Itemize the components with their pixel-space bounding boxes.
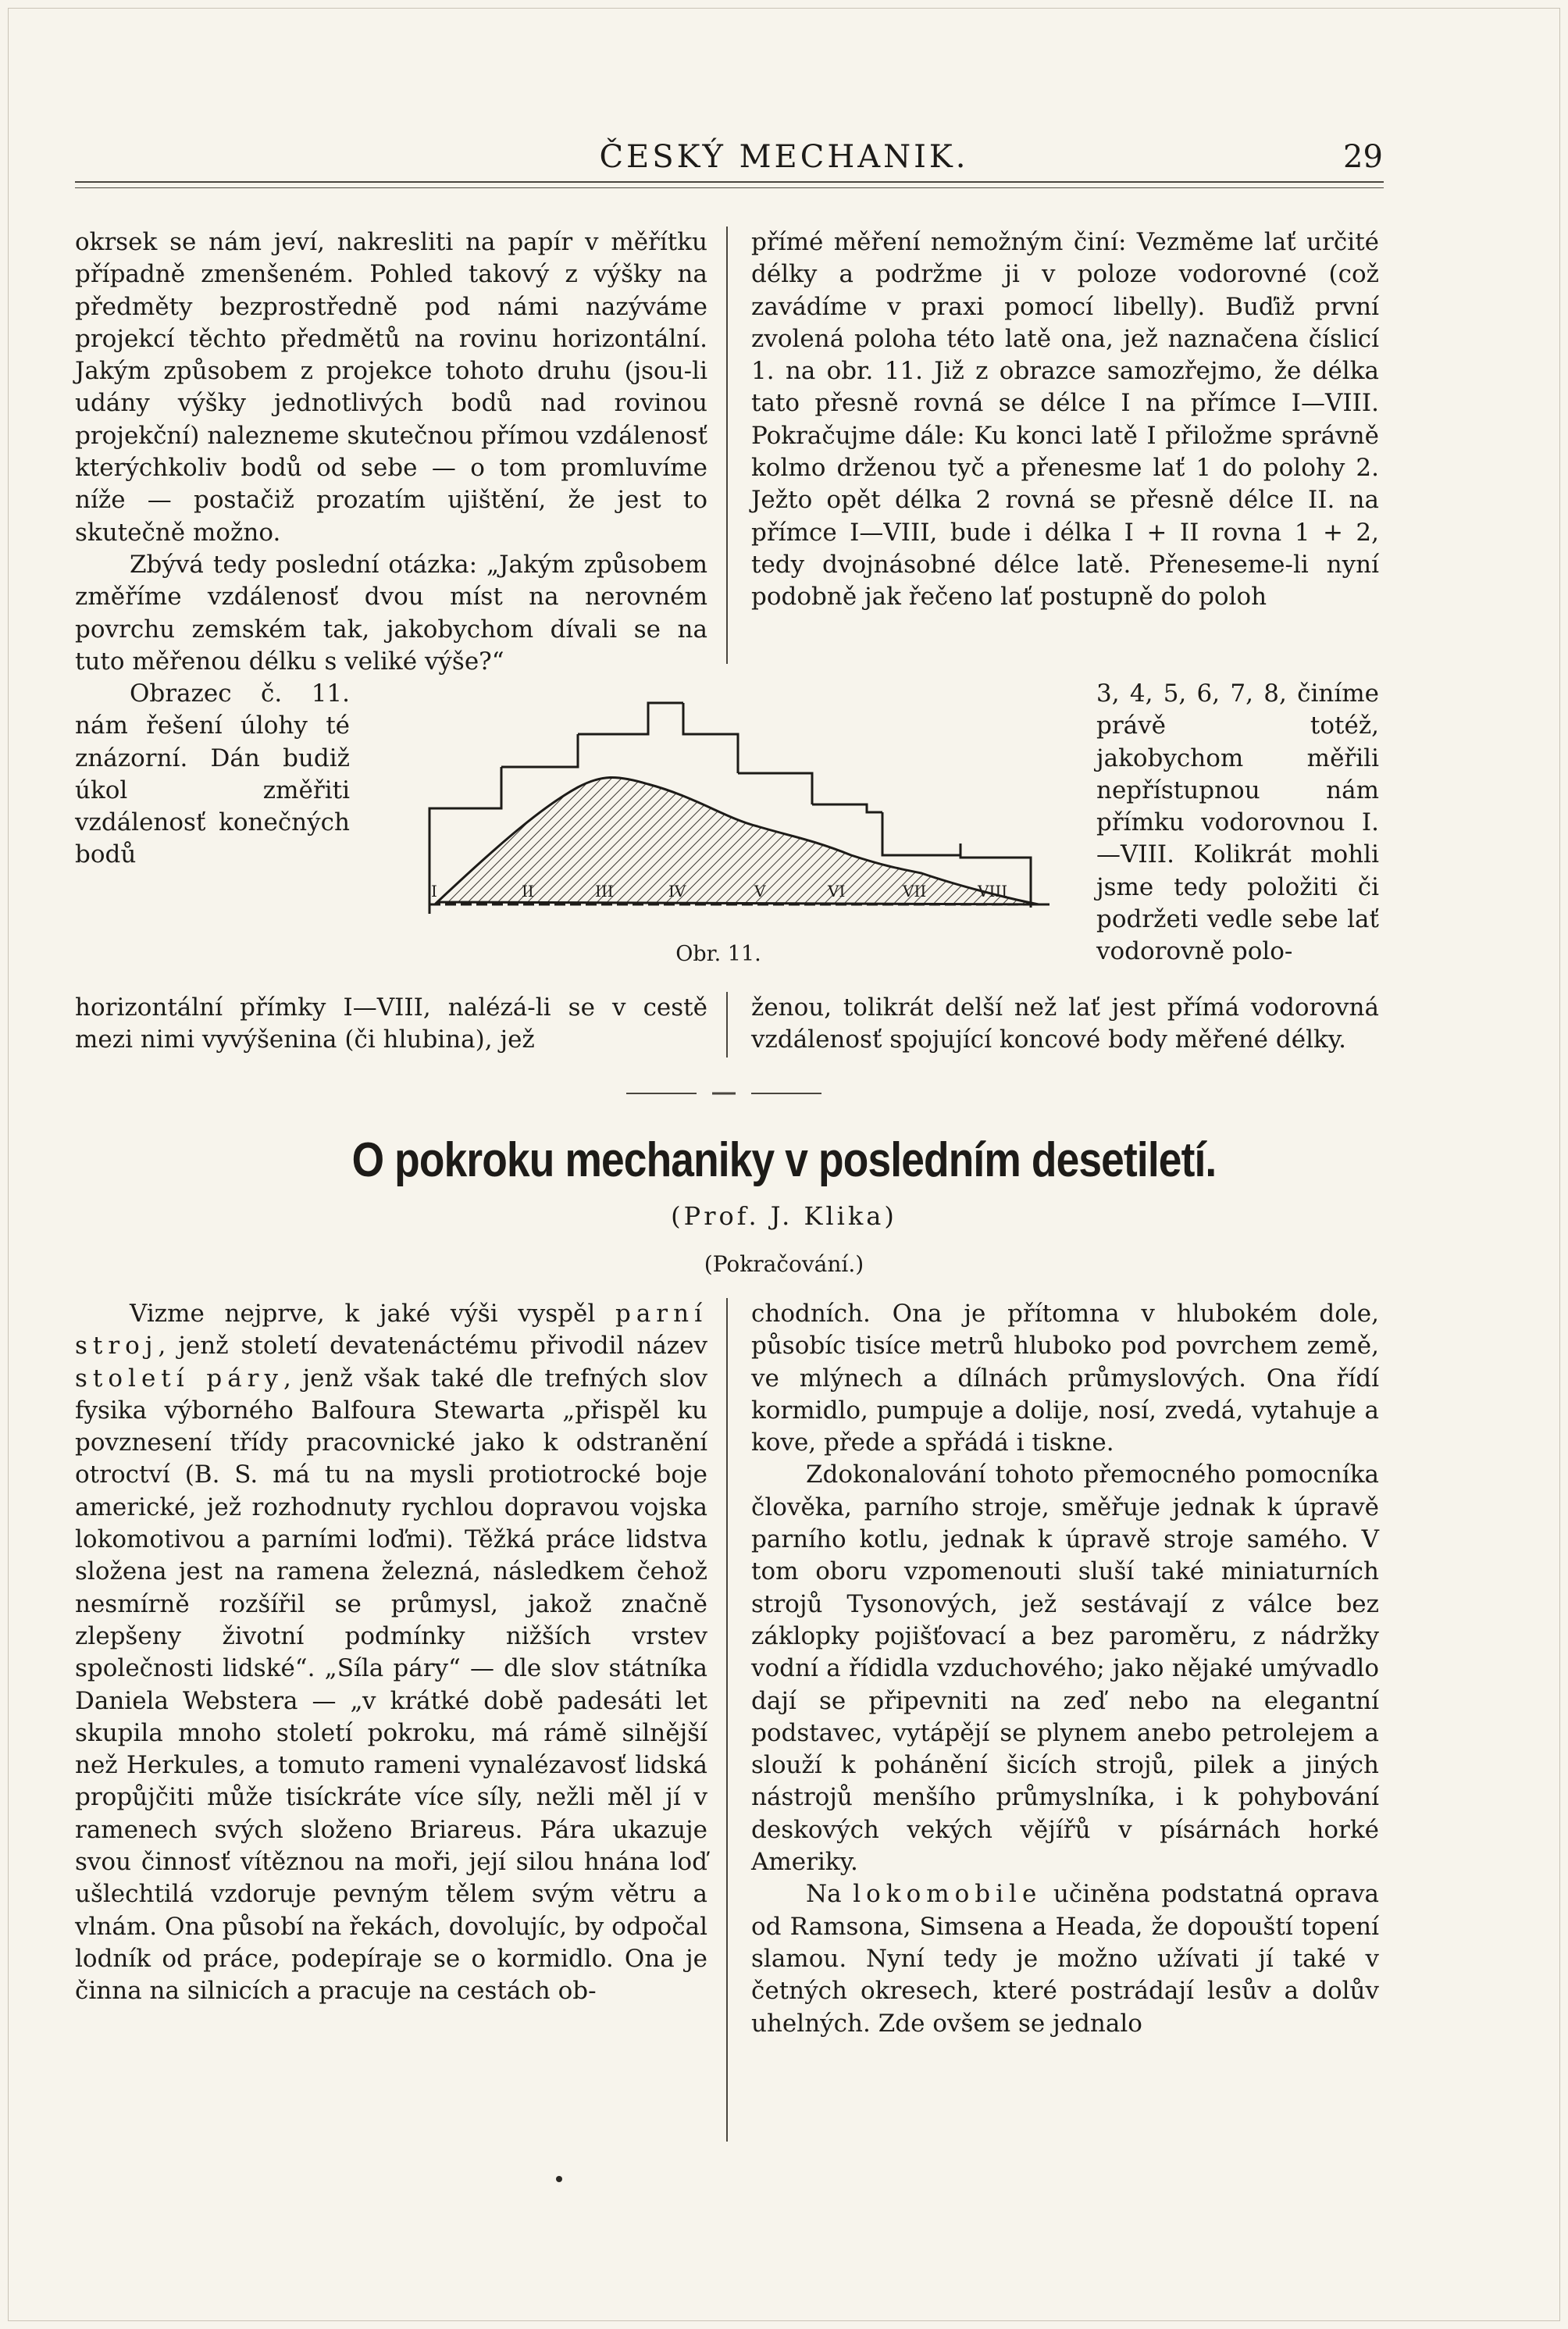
figure-11-diagram (414, 687, 1093, 922)
paragraph: Zdokonalování tohoto přemocného pomocníka člověka, parního stroje, směřuje jednak k úpravě parního kotlu, jednak k úpravě stroje samého. V tom oboru vzpomenouti sluší také miniaturních strojů Tysonových, jež sestávají z válce bez záklopky pojišťovací a bez paroměru, z nádržky vodní a řídidla vzduchového; jako nějaké umývadlo dají se připevniti na zeď nebo na elegantní podstavec, vytápějí se plynem anebo petrolejem a slouží k pohánění šicích strojů, pilek a jiných nástrojů menšího průmyslníka, i k pohybování deskových vekých vějířů v písárnách horké Ameriky. (751, 1461, 1379, 1877)
column-separator (726, 1298, 728, 2142)
page-number: 29 (1343, 139, 1383, 175)
article-left-column (75, 1298, 707, 2008)
label-VI: VI (828, 882, 846, 901)
emphasis-stoleti-pary: století páry (75, 1364, 284, 1393)
column-separator (726, 992, 728, 1058)
paragraph: Zbývá tedy poslední otázka: „Jakým způsobem změříme vzdálenosť dvou míst na nerovném povrchu zemském tak, jakobychom dívali se na tuto měřenou délku s veliké výše?“ (75, 550, 707, 676)
paragraph: ženou, tolikrát delší než lať jest přímá vodorovná vzdálenosť spojující koncové body měřené délky. (751, 993, 1379, 1054)
paragraph: Obrazec č. 11. nám řešení úlohy té znázorní. Dán budiž úkol změřiti vzdálenosť konečných bodů (75, 679, 350, 869)
top-right-bottom-text (751, 992, 1379, 1057)
continuation-note: (Pokračování.) (704, 1251, 864, 1277)
label-V: V (754, 882, 766, 901)
label-IV: IV (668, 882, 686, 901)
section-divider (626, 1092, 821, 1095)
paragraph: chodních. Ona je přítomna v hlubokém dole, působíc tisíce metrů hluboko pod povrchem země, ve mlýnech a dílnách průmyslových. Ona řídí kormidlo, pumpuje a dolije, nosí, zvedá, vytahuje a kove, přede a spřádá i tiskne. (751, 1300, 1379, 1457)
paragraph: okrsek se nám jeví, nakresliti na papír v měřítku případně zmenšeném. Pohled takový z výšky na předměty bezprostředně pod námi nazýváme projekcí těchto předmětů na rovinu horizontální. Jakým způsobem z projekce tohoto druhu (jsou-li udány výšky jednotlivých bodů nad rovinou projekční) nalezneme skutečnou přímou vzdálenosť kterýchkoliv bodů od sebe — o tom promluvíme níže — postačiž prozatím ujištění, že jest to skutečně možno. (75, 228, 707, 547)
text-run: učiněna podstatná oprava od Ramsona, Simsena a Heada, že dopouští topení slamou. Nyní tedy je možno užívati jí také v četných okresech, které postrádají lesův a dolův uhelných. Zde ovšem se jednalo (751, 1880, 1379, 2038)
paragraph (751, 1878, 1379, 2039)
paragraph (75, 1298, 707, 2008)
figure-caption: Obr. 11. (675, 942, 761, 966)
label-VII: VII (903, 882, 927, 901)
text-run: Na (806, 1880, 853, 1909)
text-run: , jenž však také dle trefných slov fysika výborného Balfoura Stewarta „přispěl ku povznesení třídy pracovnické jako k odstranění otroctví (B. S. má tu na mysli protiotrocké boje americké, jež rozhodnuty rychlou dopravou vojska lokomotivou a parními loďmi). Těžká práce lidstva složena jest na ramena železná, následkem čehož nesmírně rozšířil se průmysl, jakož značně zlepšeny životní podmínky nižších vrstev společnosti lidské“. „Síla páry“ — dle slov státníka Daniela Webstera — „v krátké době padesáti let skupila mnoho století pokroku, má rámě silnější než Herkules, a tomuto rameni vynalézavosť lidská propůjčiti může tisíckráte více síly, nežli měl jí v ramenech svých složeno Briareus. Pára ukazuje svou činnosť vítěznou na moři, její silou hnána loď ušlechtilá vzdoruje pevným tělem svým větru a vlnám. Ona působí na řekách, dovolujíc, by odpočal lodník od práce, podepíraje se o kormidlo. Ona je činna na silnicích a pracuje na cestách ob- (75, 1364, 707, 2006)
column-separator (726, 226, 728, 664)
text-run: Vizme nejprve, k jaké výši vyspěl (130, 1300, 615, 1328)
article-right-column (751, 1298, 1379, 2040)
paragraph: 3, 4, 5, 6, 7, 8, činíme právě totéž, jakobychom měřili nepřístupnou nám přímku vodorovnou I.—VIII. Kolikrát mohli jsme tedy položiti či podržeti vedle sebe lať vodorovně polo- (1096, 679, 1379, 966)
paragraph: horizontální přímky I—VIII, nalézá-li se v cestě mezi nimi vyvýšenina (či hlubina), jež (75, 993, 707, 1054)
top-left-bottom-text (75, 992, 707, 1057)
top-right-column (751, 226, 1379, 614)
article-author: (Prof. J. Klika) (671, 1201, 897, 1231)
label-VIII: VIII (978, 882, 1008, 901)
text-run: , jenž století devatenáctému přivodil název (158, 1332, 707, 1361)
emphasis-parni-stroj: parní stroj (75, 1300, 707, 1361)
paragraph: přímé měření nemožným činí: Vezměme lať určité délky a podržme ji v poloze vodorovné (což zavádíme v praxi pomocí libelly). Buďiž první zvolená poloha této latě ona, jež naznačena číslicí 1. na obr. 11. Již z obrazce samozřejmo, že délka tato přesně rovná se délce I na přímce I—VIII. Pokračujme dále: Ku konci latě I přiložme správně kolmo drženou tyč a přenesme lať 1 do polohy 2. Ježto opět délka 2 rovná se přesně délce II. na přímce I—VIII, bude i délka I + II rovna 1 + 2, tedy dvojnásobné délce latě. Přeneseme-li nyní podobně jak řečeno lať postupně do poloh (751, 228, 1379, 612)
article-title: O pokroku mechaniky v posledním desetiletí. (351, 1133, 1217, 1187)
top-left-column (75, 226, 707, 678)
label-I: I (431, 882, 437, 901)
running-header-title: ČESKÝ MECHANIK. (599, 139, 969, 175)
header-rule (75, 181, 1384, 183)
label-III: III (595, 882, 614, 901)
top-right-wrap-text (1096, 678, 1379, 968)
top-left-wrap-text (75, 678, 350, 872)
header-rule-thin (75, 187, 1384, 188)
print-speck (556, 2176, 562, 2182)
label-II: II (522, 882, 534, 901)
emphasis-lokomobile: lokomobile (853, 1880, 1042, 1909)
